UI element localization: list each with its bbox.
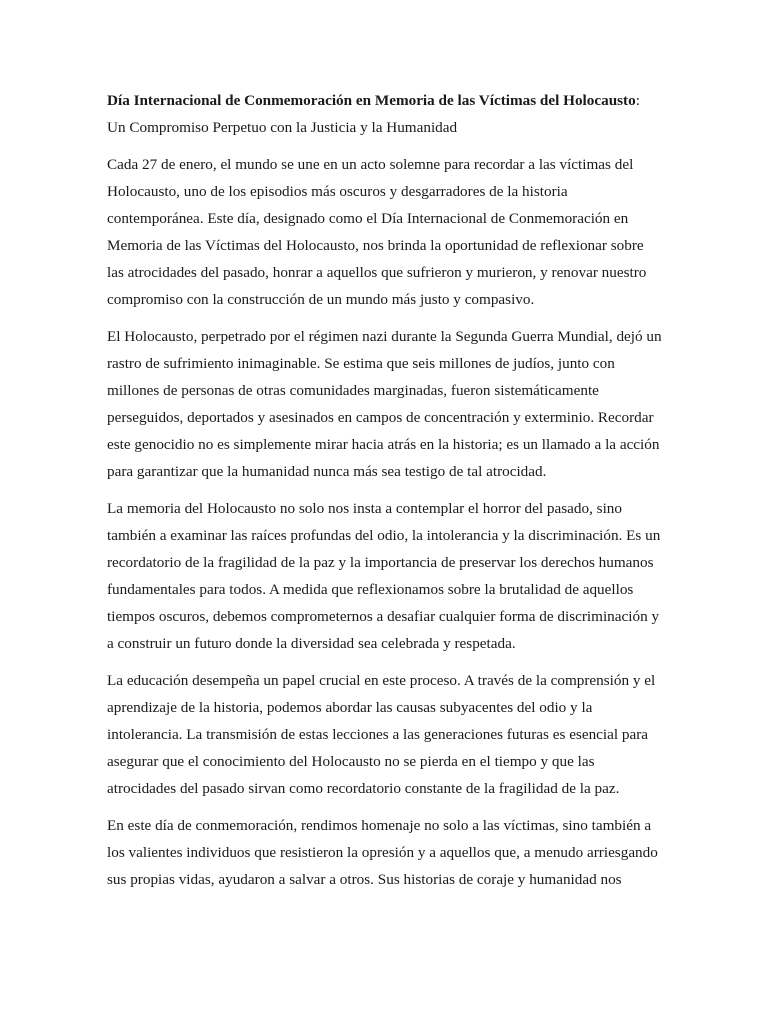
paragraph-2: El Holocausto, perpetrado por el régimen nazi durante la Segunda Guerra Mundial, dejó un rastro de sufrimiento inimaginable. Se estima que seis millones de judíos, junto con millones de personas de otras comunidades marginadas, fueron sistemáticamente perseguidos, deportados y asesinados en campos de concentración y exterminio. Recordar este genocidio no es simplemente mirar hacia atrás en la historia; es un llamado a la acción para garantizar que la humanidad nunca más sea testigo de tal atrocidad. xyxy=(107,328,662,480)
paragraph-3: La memoria del Holocausto no solo nos insta a contemplar el horror del pasado, sino también a examinar las raíces profundas del odio, la intolerancia y la discriminación. Es un recordatorio de la fragilidad de la paz y la importancia de preservar los derechos humanos fundamentales para todos. A medida que reflexionamos sobre la brutalidad de aquellos tiempos oscuros, debemos comprometernos a desafiar cualquier forma de discriminación y a construir un futuro donde la diversidad sea celebrada y respetada. xyxy=(107,500,661,652)
document-title xyxy=(107,87,662,141)
paragraph-4: La educación desempeña un papel crucial en este proceso. A través de la comprensión y el aprendizaje de la historia, podemos abordar las causas subyacentes del odio y la intolerancia. La transmisión de estas lecciones a las generaciones futuras es esencial para asegurar que el conocimiento del Holocausto no se pierda en el tiempo y que las atrocidades del pasado sirvan como recordatorio constante de la fragilidad de la paz. xyxy=(107,672,656,797)
paragraph-1: Cada 27 de enero, el mundo se une en un acto solemne para recordar a las víctimas del Holocausto, uno de los episodios más oscuros y desgarradores de la historia contemporánea. Este día, designado como el Día Internacional de Conmemoración en Memoria de las Víctimas del Holocausto, nos brinda la oportunidad de reflexionar sobre las atrocidades del pasado, honrar a aquellos que sufrieron y murieron, y renovar nuestro compromiso con la construcción de un mundo más justo y compasivo. xyxy=(107,156,647,308)
paragraph-5: En este día de conmemoración, rendimos homenaje no solo a las víctimas, sino también a los valientes individuos que resistieron la opresión y a aquellos que, a menudo arriesgando sus propias vidas, ayudaron a salvar a otros. Sus historias de coraje y humanidad nos xyxy=(107,817,658,888)
title-rest-text: : Un Compromiso Perpetuo con la Justicia y la Humanidad xyxy=(107,92,640,136)
title-bold-text: Día Internacional de Conmemoración en Memoria de las Víctimas del Holocausto xyxy=(107,92,636,109)
document-page xyxy=(107,87,662,903)
